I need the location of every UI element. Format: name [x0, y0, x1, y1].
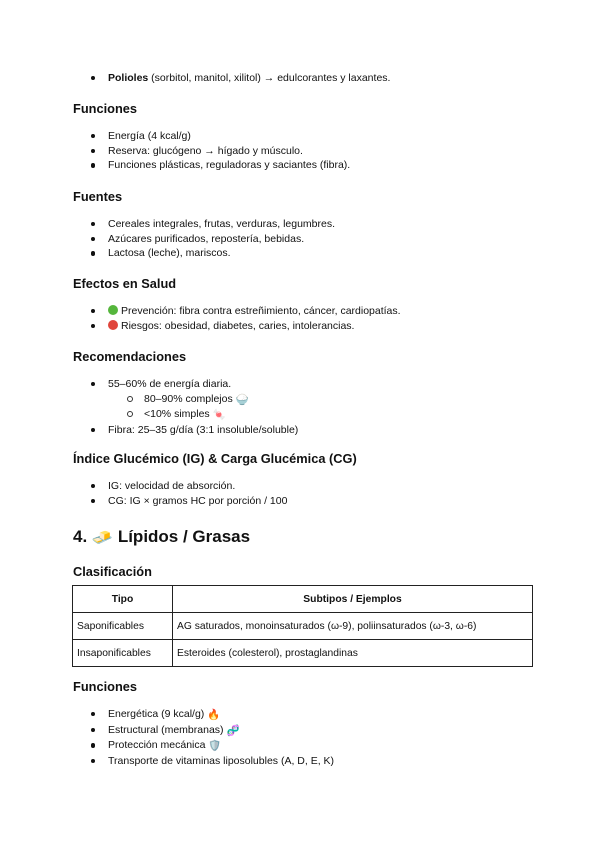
column-header-subtipos: Subtipos / Ejemplos [173, 586, 533, 613]
polioles-text: (sorbitol, manitol, xilitol) → edulcorantes y laxantes. [148, 72, 391, 84]
list-item: Azúcares purificados, repostería, bebidas. [0, 232, 600, 247]
polioles-block [0, 71, 600, 86]
chapter-heading-lipidos: 4. 🧈 Lípidos / Grasas [73, 527, 251, 547]
funciones-list [0, 129, 600, 173]
section-title-clasificacion: Clasificación [73, 564, 152, 579]
list-item: Reserva: glucógeno → hígado y músculo. [0, 144, 600, 159]
riesgos-text: Riesgos: obesidad, diabetes, caries, intolerancias. [121, 319, 355, 332]
section-title-funciones-lipidos: Funciones [73, 679, 137, 694]
recomendaciones-list [0, 377, 600, 437]
fuentes-list [0, 217, 600, 261]
list-item [0, 304, 600, 319]
table-row [73, 613, 533, 640]
list-item: IG: velocidad de absorción. [0, 479, 600, 494]
red-circle-icon [108, 320, 118, 330]
sub-list-item: <10% simples 🍬 [0, 407, 600, 423]
list-item: Estructural (membranas) 🧬 [0, 723, 600, 739]
list-item: Cereales integrales, frutas, verduras, legumbres. [0, 217, 600, 232]
clasificacion-table [72, 585, 533, 667]
shield-icon: 🛡️ [208, 740, 222, 753]
prevencion-text: Prevención: fibra contra estreñimiento, cáncer, cardiopatías. [121, 305, 401, 317]
fire-icon: 🔥 [207, 709, 221, 721]
list-item: Funciones plásticas, reguladoras y saciantes (fibra). [0, 158, 600, 173]
list-item: Lactosa (leche), mariscos. [0, 246, 600, 261]
table-cell: Esteroides (colesterol), prostaglandinas [173, 640, 533, 667]
list-item: Protección mecánica 🛡️ [0, 738, 600, 754]
table-cell: AG saturados, monoinsaturados (ω-9), poliinsaturados (ω-3, ω-6) [173, 613, 533, 640]
section-title-funciones: Funciones [73, 101, 137, 116]
dna-icon: 🧬 [226, 724, 240, 737]
section-title-recomendaciones: Recomendaciones [73, 349, 187, 364]
candy-icon: 🍬 [212, 409, 226, 422]
list-item: Energética (9 kcal/g) 🔥 [0, 707, 600, 723]
table-cell: Insaponificables [73, 640, 173, 667]
list-item [0, 71, 600, 86]
list-item [0, 319, 600, 334]
list-item: Fibra: 25–35 g/día (3:1 insoluble/soluble) [0, 423, 600, 438]
list-item: 55–60% de energía diaria. [0, 377, 600, 392]
table-row [73, 640, 533, 667]
table-header-row [73, 586, 533, 613]
table-cell: Saponificables [73, 613, 173, 640]
indice-list [0, 479, 600, 508]
rice-bowl-icon: 🍚 [235, 393, 249, 406]
list-item: CG: IG × gramos HC por porción / 100 [0, 494, 600, 509]
section-title-efectos: Efectos en Salud [73, 276, 177, 291]
section-title-fuentes: Fuentes [73, 189, 123, 204]
efectos-list [0, 304, 600, 333]
list-item: Transporte de vitaminas liposolubles (A, D, E, K) [0, 754, 600, 769]
green-circle-icon [108, 305, 118, 315]
sub-list-item: 80–90% complejos 🍚 [0, 392, 600, 408]
list-item: Energía (4 kcal/g) [0, 129, 600, 144]
butter-icon: 🧈 [91, 528, 114, 547]
funciones-lipidos-list [0, 707, 600, 768]
section-title-indice-glucemico: Índice Glucémico (IG) & Carga Glucémica (CG) [73, 451, 357, 466]
column-header-tipo: Tipo [73, 586, 173, 613]
polioles-term: Polioles [108, 72, 149, 84]
